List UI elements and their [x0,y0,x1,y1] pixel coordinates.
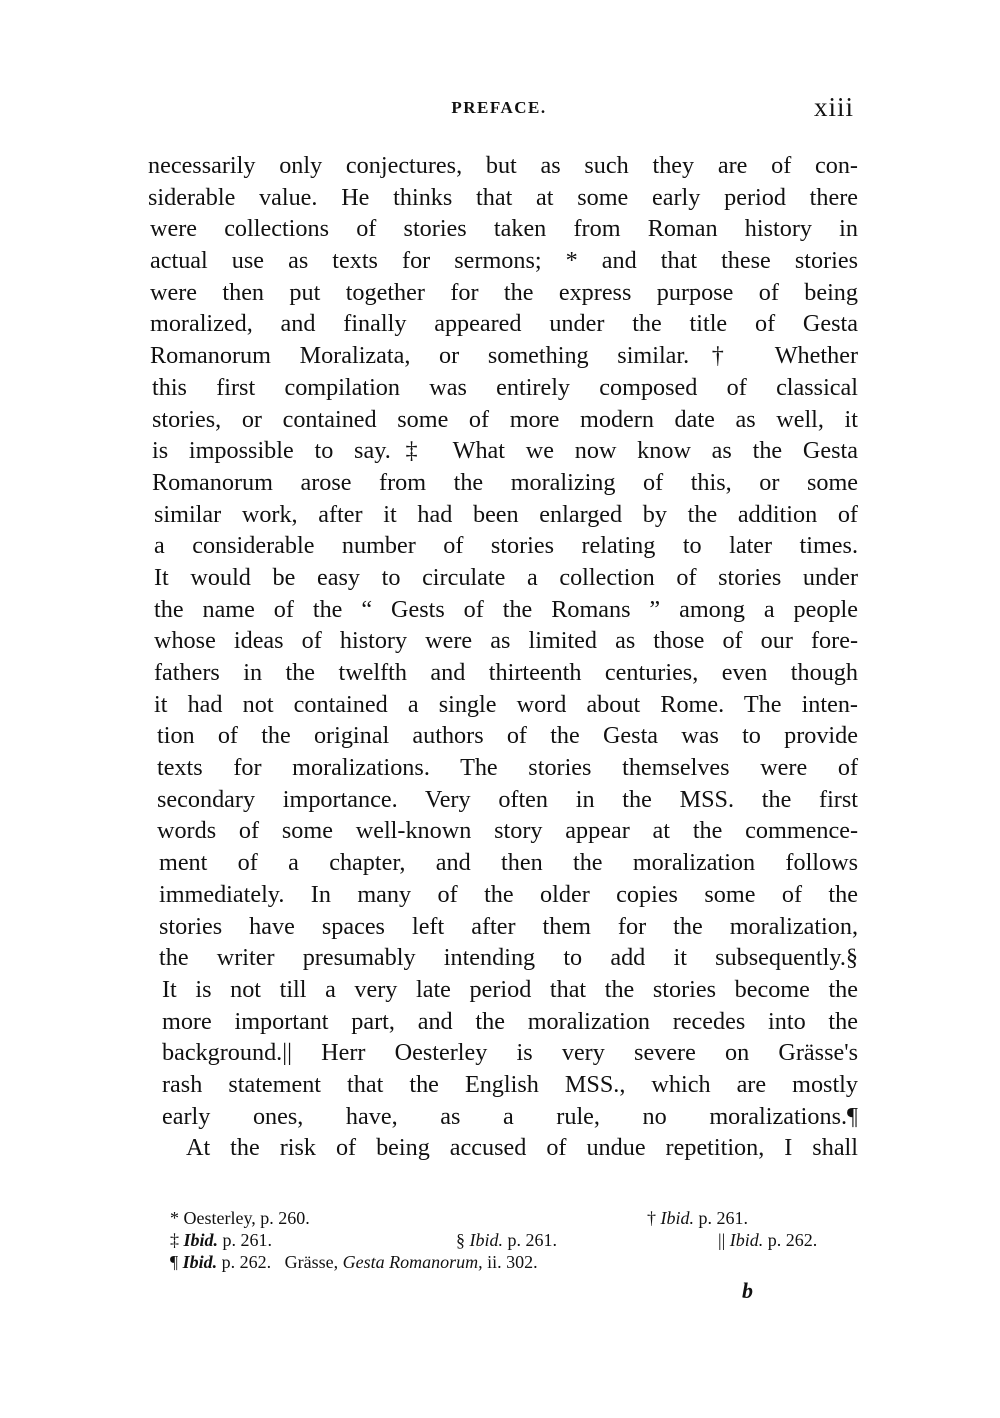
body-line: It is not till a very late period that the stories become the [162,975,858,1003]
footnote-author: Grässe, [284,1252,339,1272]
body-text [146,150,858,1164]
footnote-ibid: Ibid. [182,1252,218,1272]
body-line: is impossible to say.‡ What we now know as the Gesta [152,437,858,465]
body-line: siderable value. He thinks that at some early period there [148,183,858,211]
footnote-mark: || [718,1230,726,1250]
footnote-oesterley: * Oesterley, p. 260. [170,1208,310,1228]
body-line: stories have spaces left after them for the moralization, [159,912,858,940]
body-line: this first compilation was entirely composed of classical [152,373,858,401]
body-line: immediately. In many of the older copies some of the [159,880,858,908]
footnote-mark: † [647,1208,656,1228]
footnote-page: p. 261. [222,1230,273,1250]
body-line: moralized, and finally appeared under the title of Gesta [150,310,858,338]
body-line: tion of the original authors of the Gesta was to provide [157,722,858,750]
body-line: similar work, after it had been enlarged by the addition of [154,500,858,528]
body-line: the name of the “ Gests of the Romans ” among a people [154,595,858,623]
footnote-parallel [718,1229,817,1251]
footnotes [170,1207,860,1273]
body-line: words of some well-known story appear at the commence- [157,817,858,845]
body-line-paragraph-start: At the risk of being accused of undue repetition, I shall [186,1134,858,1162]
signature-mark: b [742,1278,753,1303]
body-line: stories, or contained some of more modern date as well, it [152,405,858,433]
body-line: more important part, and the moralization recedes into the [162,1007,858,1035]
body-line: fathers in the twelfth and thirteenth centuries, even though [154,659,858,686]
footnote-ref: ii. 302. [487,1252,538,1272]
body-line: texts for moralizations. The stories themselves were of [157,754,858,782]
body-line: early ones, have, as a rule, no moralizations.¶ [162,1102,858,1130]
body-line: were then put together for the express purpose of being [150,278,858,306]
footnote-ibid: Ibid. [469,1230,503,1250]
running-title: PREFACE. [451,98,547,117]
body-line: were collections of stories taken from Roman history in [150,215,858,243]
footnote-section [456,1229,557,1251]
footnote-pilcrow [170,1251,538,1273]
footnote-row [170,1207,860,1229]
body-line: ment of a chapter, and then the moralization follows [159,849,858,877]
body-line: it had not contained a single word about Rome. The inten- [154,690,858,718]
footnote-ibid: Ibid. [729,1230,764,1250]
running-head [140,94,858,130]
footnote-mark: ‡ [170,1230,179,1250]
footnote-row [170,1251,860,1273]
footnote-ibid: Ibid. [183,1230,219,1250]
body-line: a considerable number of stories relating to later times. [154,532,858,560]
body-line: rash statement that the English MSS., which are mostly [162,1070,858,1098]
footnote-mark: § [456,1230,465,1250]
footnote-row [170,1229,860,1251]
footnote-page: p. 261. [698,1208,748,1228]
footnote-title: Gesta Romanorum, [342,1252,483,1272]
body-line: whose ideas of history were as limited as those of our fore- [154,627,858,655]
body-line: Romanorum arose from the moralizing of this, or some [152,468,858,496]
footnote-mark: ¶ [170,1252,179,1272]
footnote-ibid: Ibid. [660,1208,694,1228]
footnote-page: p. 262. [767,1230,818,1250]
body-line: actual use as texts for sermons; * and that these stories [150,247,858,275]
body-line: secondary importance. Very often in the MSS. the first [157,785,858,813]
footnote-dagger [647,1207,748,1229]
body-line: Romanorum Moralizata, or something similar.† Whether [150,342,858,370]
body-line: necessarily only conjectures, but as such they are of con- [148,152,858,179]
footnote-double-dagger [170,1229,272,1251]
footnote-page: p. 261. [507,1230,557,1250]
footnote-page: p. 262. [221,1252,272,1272]
page-number: xiii [813,92,854,122]
body-line: the writer presumably intending to add it subsequently.§ [159,944,858,972]
body-line: It would be easy to circulate a collection of stories under [154,563,858,591]
body-line: background.|| Herr Oesterley is very severe on Grässe's [162,1039,858,1067]
